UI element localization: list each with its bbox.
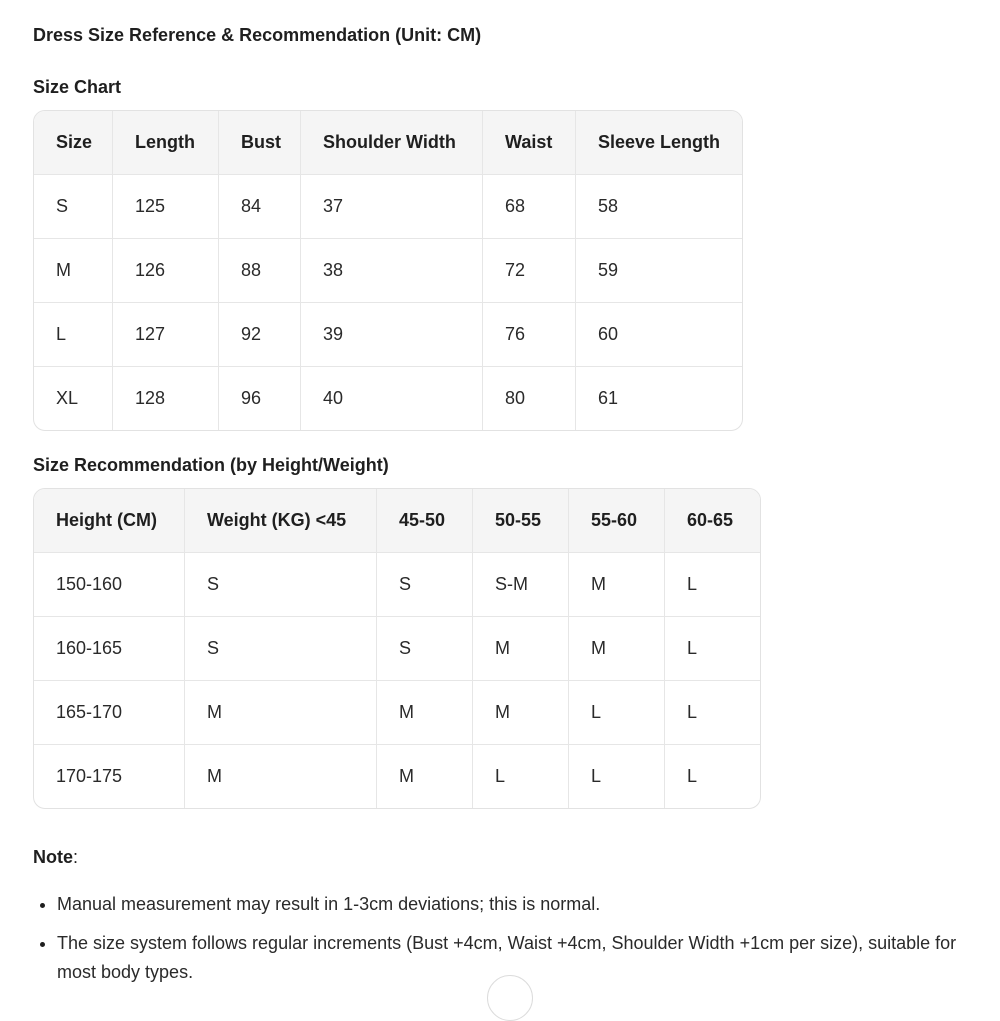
table-row: [34, 303, 742, 367]
size-chart-header-row: [34, 111, 742, 175]
table-cell: L: [34, 303, 113, 367]
table-cell: M: [377, 745, 473, 809]
table-cell: 38: [301, 239, 483, 303]
note-label: [33, 844, 983, 870]
table-cell: XL: [34, 367, 113, 431]
table-cell: 96: [219, 367, 301, 431]
table-cell: M: [569, 617, 665, 681]
table-cell: 68: [483, 175, 576, 239]
list-item: • Manual measurement may result in 1-3cm deviations; this is normal.: [57, 890, 983, 919]
note-label-text: Note: [33, 847, 73, 867]
size-recommendation-heading: Size Recommendation (by Height/Weight): [33, 455, 389, 475]
table-cell: 76: [483, 303, 576, 367]
table-row: [34, 745, 760, 809]
table-cell: 61: [598, 388, 619, 408]
table-cell: 150-160: [34, 553, 185, 617]
table-cell: M: [377, 681, 473, 745]
column-header-weight-under-45: Weight (KG) <45: [185, 489, 377, 553]
document: [33, 22, 983, 997]
table-cell: S: [34, 175, 113, 239]
table-cell: M: [473, 681, 569, 745]
column-header-weight-60-65: 60-65: [665, 489, 761, 553]
table-row: [34, 175, 742, 239]
table-row: [34, 681, 760, 745]
size-chart-table-container: [33, 110, 743, 431]
column-header-bust: Bust: [219, 111, 301, 175]
table-cell: S: [377, 617, 473, 681]
table-cell: L: [569, 745, 665, 809]
table-cell: L: [569, 681, 665, 745]
table-cell: 39: [301, 303, 483, 367]
size-chart-heading: Size Chart: [33, 77, 122, 97]
table-cell: L: [687, 766, 698, 786]
table-cell: M: [185, 681, 377, 745]
note-label-colon: :: [73, 847, 79, 867]
table-cell: 160-165: [34, 617, 185, 681]
table-cell: 170-175: [34, 745, 185, 809]
column-header-weight-50-55: 50-55: [473, 489, 569, 553]
list-item: • The size system follows regular increments (Bust +4cm, Waist +4cm, Shoulder Width +1cm per size), suitable for most body types.: [57, 929, 983, 987]
table-cell: S: [185, 617, 377, 681]
table-cell: 37: [301, 175, 483, 239]
table-cell: S-M: [473, 553, 569, 617]
scroll-down-button[interactable]: [487, 975, 533, 1021]
column-header-sleeve-length: Sleeve Length: [576, 111, 743, 175]
column-header-waist: Waist: [483, 111, 576, 175]
table-cell: 127: [113, 303, 219, 367]
table-cell: 125: [113, 175, 219, 239]
column-header-size: Size: [34, 111, 113, 175]
column-header-shoulder-width: Shoulder Width: [301, 111, 483, 175]
table-cell: 92: [219, 303, 301, 367]
table-row: [34, 617, 760, 681]
table-cell: 60: [576, 303, 743, 367]
table-cell: M: [185, 745, 377, 809]
note-list: [33, 890, 983, 987]
table-cell: L: [665, 553, 761, 617]
table-cell: 165-170: [34, 681, 185, 745]
size-recommendation-header-row: [34, 489, 760, 553]
column-header-weight-45-50: 45-50: [377, 489, 473, 553]
table-cell: S: [185, 553, 377, 617]
table-cell: 128: [113, 367, 219, 431]
table-row: [34, 367, 742, 431]
size-recommendation-table: [34, 489, 760, 808]
table-cell: 40: [301, 367, 483, 431]
page-title: Dress Size Reference & Recommendation (Unit: CM): [33, 25, 482, 45]
table-cell: M: [569, 553, 665, 617]
table-row: [34, 239, 742, 303]
size-recommendation-table-container: [33, 488, 761, 809]
column-header-height: Height (CM): [34, 489, 185, 553]
table-cell: M: [473, 617, 569, 681]
table-cell: 126: [113, 239, 219, 303]
table-cell: M: [34, 239, 113, 303]
table-cell: 58: [576, 175, 743, 239]
table-cell: S: [377, 553, 473, 617]
table-cell: L: [473, 745, 569, 809]
column-header-length: Length: [113, 111, 219, 175]
column-header-weight-55-60: 55-60: [569, 489, 665, 553]
table-cell: L: [665, 681, 761, 745]
table-cell: 72: [483, 239, 576, 303]
table-cell: 59: [576, 239, 743, 303]
table-cell: 88: [219, 239, 301, 303]
table-cell: 80: [483, 367, 576, 431]
size-chart-table: [34, 111, 742, 430]
table-row: [34, 553, 760, 617]
table-cell: L: [665, 617, 761, 681]
table-cell: 84: [219, 175, 301, 239]
